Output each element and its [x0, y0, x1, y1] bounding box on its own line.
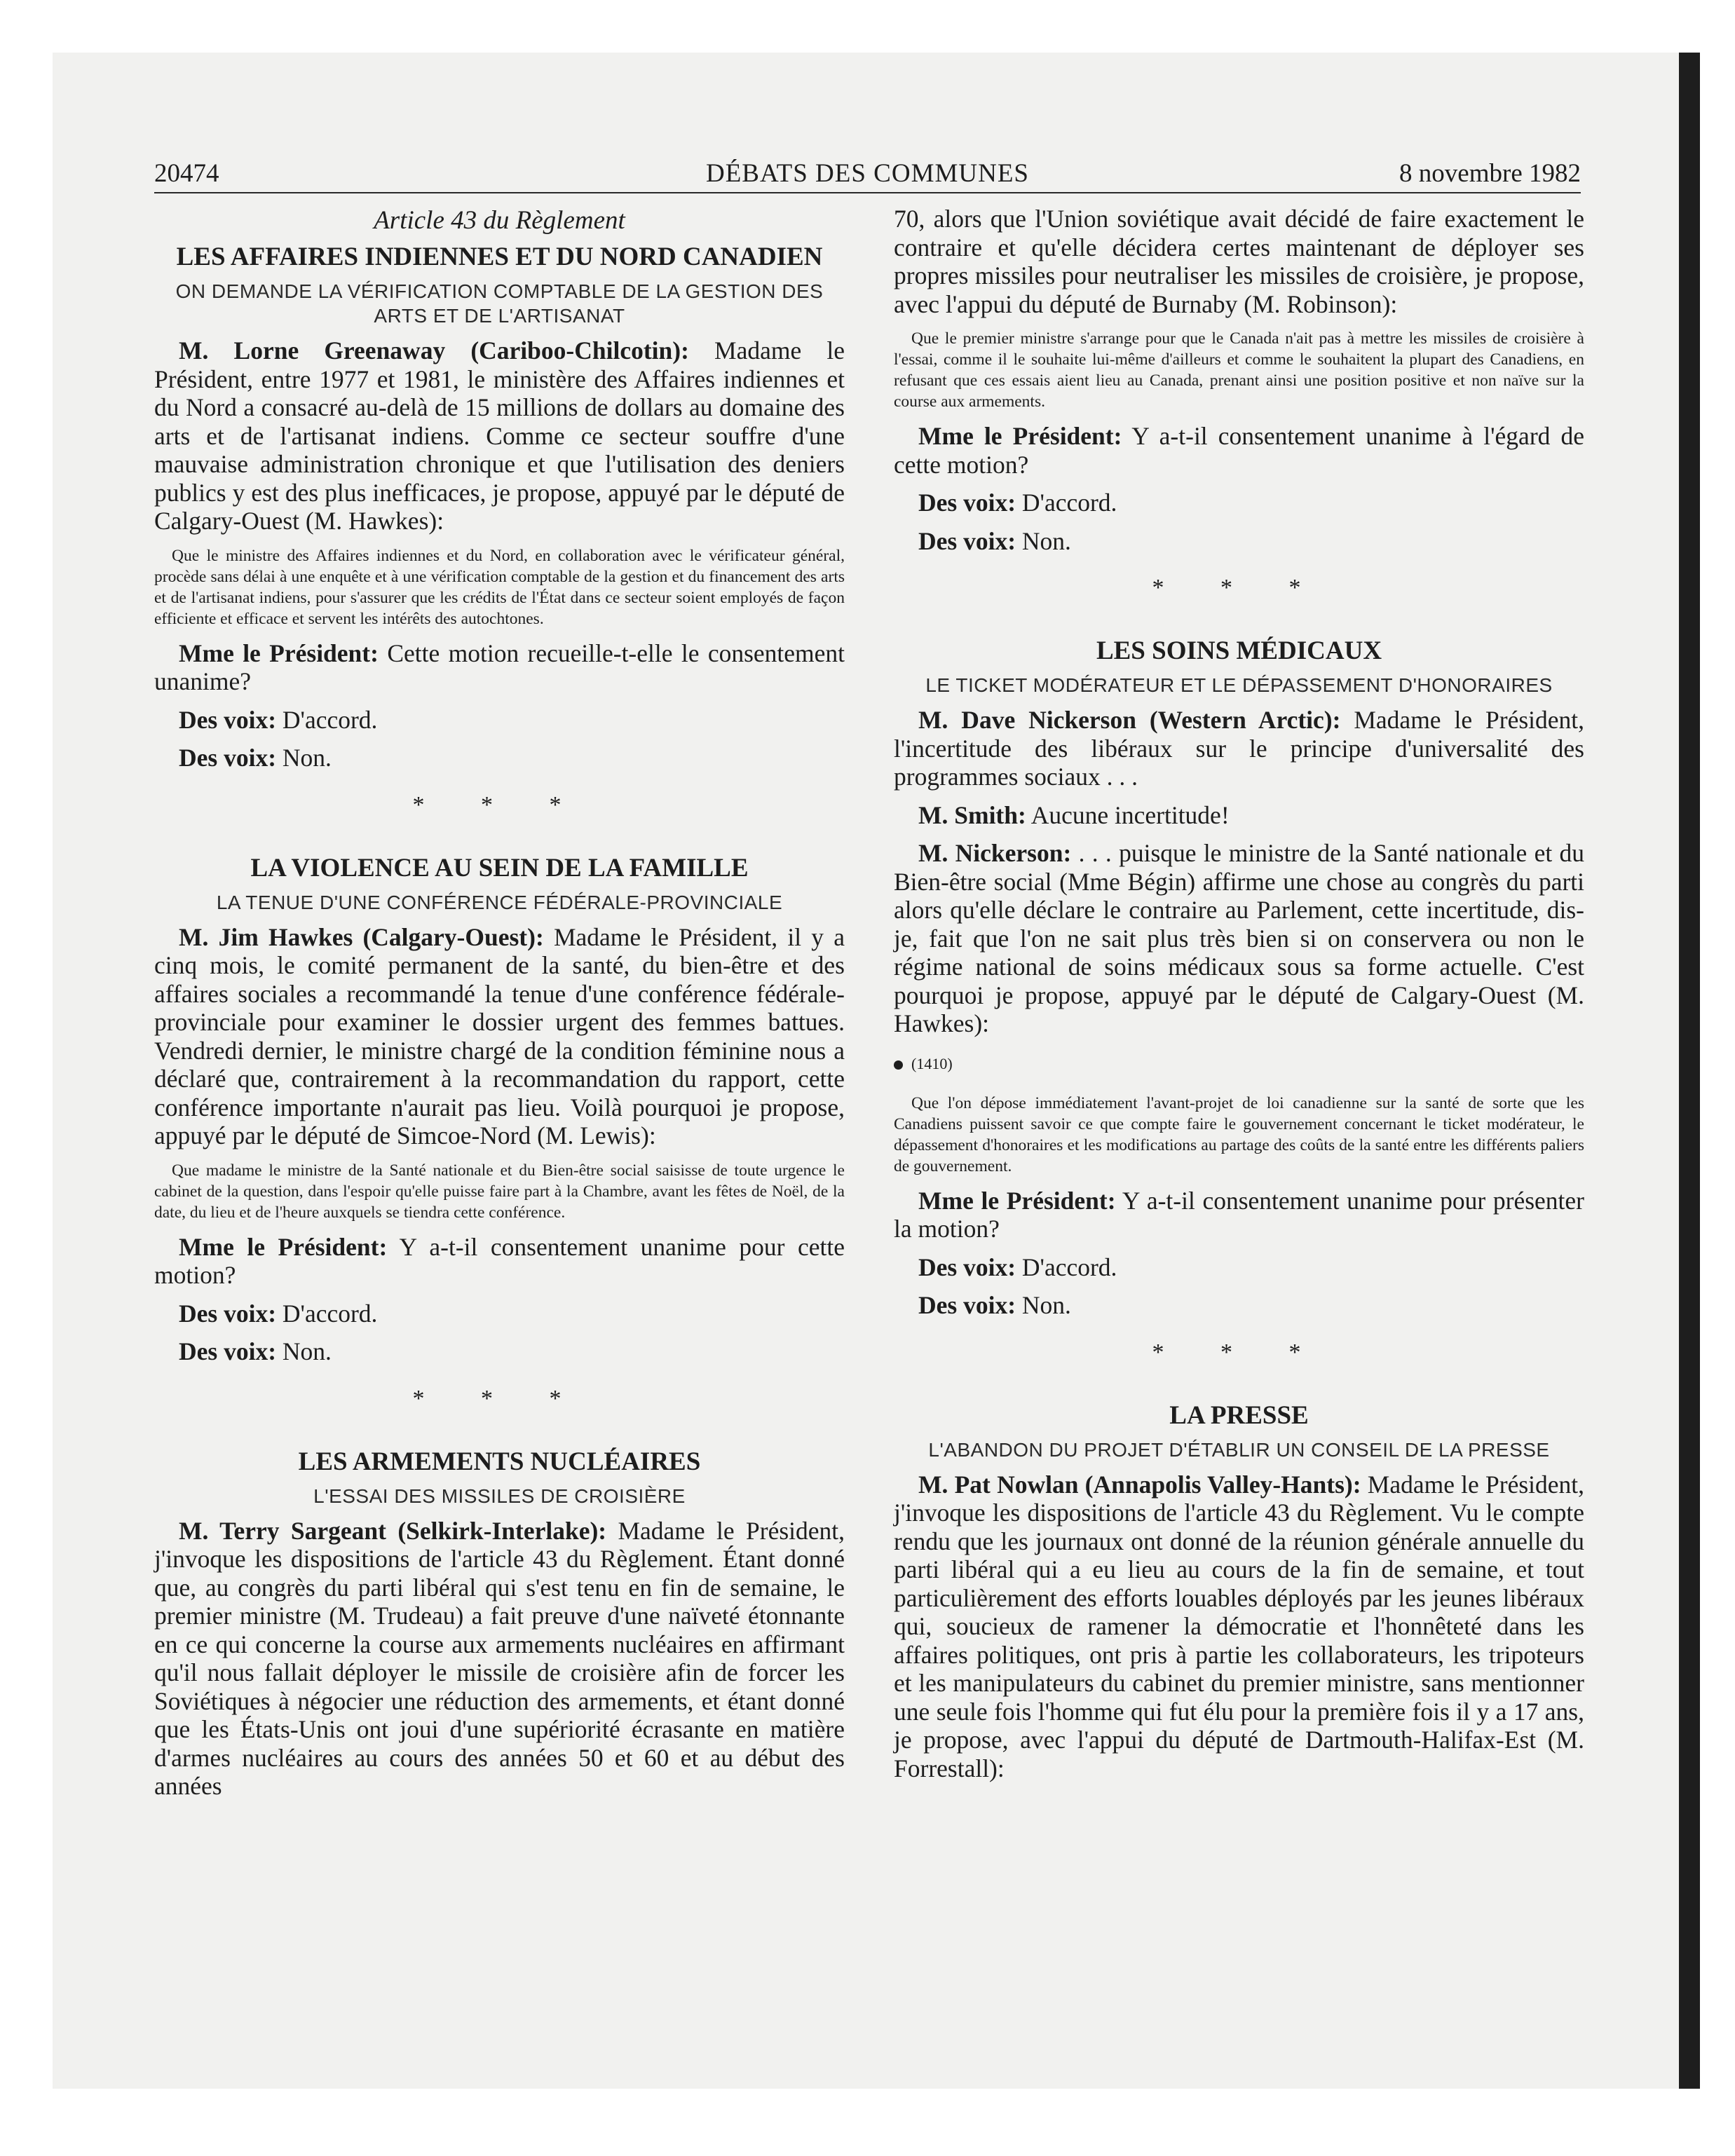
speech-text: Madame le Président, l'incertitude des libéraux sur le principe d'universalité des programmes sociaux . . . — [894, 706, 1585, 791]
motion-text: Que le ministre des Affaires indiennes et du Nord, en collaboration avec le vérificateur général, procède sans délai à une enquête et à une vérification comptable de la gestion et du financement des arts et de l'artisanat indiens, pour s'assurer que les crédits de l'État dans ce secteur soient employés de façon efficiente et efficace et servent les intérêts des autochtones. — [154, 546, 845, 628]
speech-paragraph — [894, 1291, 1584, 1320]
section-separator: * * * — [1152, 575, 1326, 601]
hansard-page — [154, 0, 1585, 2156]
speech-paragraph — [894, 801, 1584, 830]
speaker-name: Des voix: — [179, 1337, 277, 1365]
speaker-name: Des voix: — [179, 705, 277, 734]
speech-text: Non. — [282, 1337, 332, 1365]
speech-text: Non. — [1021, 526, 1071, 555]
speech-paragraph — [894, 422, 1584, 479]
speech-paragraph — [154, 1233, 845, 1290]
speaker-name: Des voix: — [179, 1299, 277, 1328]
publication-date: 8 novembre 1982 — [1399, 159, 1581, 188]
speech-text: Madame le Président, il y a cinq mois, le comité permanent de la santé, du bien-être et des affaires sociales a recommandé la tenue d'une conférence fédérale-provinciale pour examiner le dossier urgent des femmes battues. Vendredi dernier, le ministre chargé de la condition féminine nous a déclaré que, contrairement à la recommandation du rapport, cette conférence importante n'aurait pas lieu. Voilà pourquoi je propose, appuyé par le député de Simcoe-Nord (M. Lewis): — [154, 922, 845, 1149]
time-stamp — [894, 1053, 1584, 1074]
publication-title: DÉBATS DES COMMUNES — [705, 159, 1029, 188]
speaker-name: M. Smith: — [918, 800, 1026, 829]
section-title: LES SOINS MÉDICAUX — [1096, 636, 1382, 665]
speech-paragraph — [154, 639, 845, 696]
speech-paragraph — [894, 706, 1584, 791]
speech-text: Non. — [1021, 1291, 1071, 1319]
speech-text: D'accord. — [1021, 489, 1117, 517]
speech-text: Y a-t-il consentement unanime pour présenter la motion? — [894, 1186, 1584, 1243]
speech-text: Aucune incertitude! — [1030, 800, 1230, 829]
motion-text: Que le premier ministre s'arrange pour que le Canada n'ait pas à mettre les missiles de croisière à l'essai, comme il le souhaite lui-même d'ailleurs et comme le souhaitent la plupart des Canadiens, en refusant que ces essais aient lieu au Canada, prenant ainsi une position positive et non naïve sur la course aux armements. — [894, 329, 1584, 411]
page-number: 20474 — [154, 159, 219, 188]
speaker-name: Des voix: — [918, 526, 1016, 555]
speech-text: Cette motion recueille-t-elle le consentement unanime? — [154, 639, 845, 695]
section-subtitle: LE TICKET MODÉRATEUR ET LE DÉPASSEMENT D'HONORAIRES — [925, 674, 1553, 696]
speaker-name: M. Pat Nowlan (Annapolis Valley-Hants): — [918, 1470, 1361, 1499]
scan-edge-shadow — [1679, 53, 1700, 2089]
speech-text: Y a-t-il consentement unanime à l'égard de cette motion? — [894, 422, 1585, 479]
speech-text: Madame le Président, j'invoque les dispositions de l'article 43 du Règlement. Vu le compte rendu que les journaux ont donné de la réunion générale annuelle du parti libéral qui a eu lieu au cours de la fin de semaine, et tout particulièrement des efforts louables déployés par les jeunes libéraux qui, soucieux de ramener la démocratie et l'honnêteté dans les affaires politiques, ont pris à partie les collaborateurs, les tripoteurs et les manipulateurs du cabinet du premier ministre, sans mentionner une seule fois l'homme qui fut élu pour la première fois il y a 17 ans, je propose, avec l'appui du député de Dartmouth-Halifax-Est (M. Forrestall): — [894, 1470, 1585, 1782]
speech-paragraph — [154, 706, 845, 735]
speech-text: Non. — [282, 744, 332, 772]
section-subtitle: L'ABANDON DU PROJET D'ÉTABLIR UN CONSEIL DE LA PRESSE — [928, 1438, 1550, 1461]
speech-text: Madame le Président, j'invoque les dispositions de l'article 43 du Règlement. Étant donné que, au congrès du parti libéral qui s'est tenu en fin de semaine, le premier ministre (M. Trudeau) a fait preuve d'une naïveté étonnante en ce qui concerne la course aux armements nucléaires en affirmant qu'il nous fallait déployer le missile de croisière afin de forcer les Soviétiques à négocier une réduction des armements, et étant donné que les États-Unis ont joui d'une supériorité écrasante en matière d'armes nucléaires au cours des années 50 et 60 et au début des années — [154, 1516, 845, 1800]
speech-paragraph — [894, 839, 1584, 1038]
section-title: LES AFFAIRES INDIENNES ET DU NORD CANADIEN — [176, 243, 823, 271]
speech-paragraph — [154, 1517, 845, 1801]
speaker-name: Des voix: — [918, 1253, 1016, 1281]
speaker-name: Mme le Président: — [179, 1232, 388, 1261]
speech-text: . . . puisque le ministre de la Santé nationale et du Bien-être social (Mme Bégin) affirme une chose au congrès du parti alors qu'elle déclare le contraire au Parlement, cette incertitude, dis-je, fait que l'on ne sait plus très bien si on conservera ou non le régime national de soins médicaux sous sa forme actuelle. C'est pourquoi je propose, appuyé par le député de Calgary-Ouest (M. Hawkes): — [894, 839, 1585, 1037]
rule-reference: Article 43 du Règlement — [374, 206, 625, 235]
section-separator: * * * — [412, 1385, 587, 1412]
left-column — [154, 205, 845, 1810]
motion-text: Que madame le ministre de la Santé nationale et du Bien-être social saisisse de toute urgence le cabinet de la question, dans l'espoir qu'elle puisse faire part à la Chambre, avant les fêtes de Noël, de la date, du lieu et de l'heure auxquels se tiendra cette conférence. — [154, 1161, 845, 1222]
speaker-name: M. Dave Nickerson (Western Arctic): — [918, 706, 1341, 734]
speech-paragraph — [154, 336, 845, 535]
section-subtitle: LA TENUE D'UNE CONFÉRENCE FÉDÉRALE-PROVINCIALE — [216, 891, 783, 913]
speech-paragraph — [894, 527, 1584, 556]
speech-paragraph — [894, 1187, 1584, 1243]
speech-paragraph — [154, 1337, 845, 1366]
speaker-name: Mme le Président: — [918, 422, 1122, 450]
section-subtitle: L'ESSAI DES MISSILES DE CROISIÈRE — [313, 1485, 686, 1507]
speaker-name: Des voix: — [179, 744, 277, 772]
section-separator: * * * — [412, 791, 587, 818]
speaker-name: Mme le Président: — [918, 1186, 1116, 1215]
bullet-dot-icon — [894, 1060, 903, 1070]
speech-text: D'accord. — [282, 705, 378, 734]
motion-text: Que l'on dépose immédiatement l'avant-projet de loi canadienne sur la santé de sorte que les Canadiens puissent savoir ce que compte faire le gouvernement concernant le ticket modérateur, le dépassement d'honoraires et les modifications au partage des coûts de la santé entre les différents paliers de gouvernement. — [894, 1093, 1584, 1175]
speaker-name: M. Jim Hawkes (Calgary-Ouest): — [179, 922, 544, 951]
speech-continuation: 70, alors que l'Union soviétique avait décidé de faire exactement le contraire et qu'elle décidera certes maintenant de déployer ses propres missiles pour neutraliser les missiles de croisière, je propose, avec l'appui du député de Burnaby (M. Robinson): — [894, 205, 1584, 318]
speech-text: D'accord. — [282, 1299, 378, 1328]
section-title: LES ARMEMENTS NUCLÉAIRES — [298, 1447, 701, 1476]
speaker-name: Des voix: — [918, 1291, 1016, 1319]
section-title: LA VIOLENCE AU SEIN DE LA FAMILLE — [250, 853, 749, 882]
section-separator: * * * — [1152, 1339, 1326, 1365]
speech-paragraph — [154, 1299, 845, 1328]
right-column — [894, 205, 1584, 1792]
speech-text: Madame le Président, entre 1977 et 1981, le ministère des Affaires indiennes et du Nord a consacré au-delà de 15 millions de dollars au domaine des arts et de l'artisanat indiens. Comme ce secteur souffre d'une mauvaise administration chronique et que l'utilisation des deniers publics y est des plus inefficaces, je propose, appuyé par le député de Calgary-Ouest (M. Hawkes): — [154, 336, 845, 535]
speaker-name: Mme le Président: — [179, 639, 379, 667]
speaker-name: M. Lorne Greenaway (Cariboo-Chilcotin): — [179, 336, 689, 364]
page-header — [154, 156, 1581, 193]
speaker-name: Des voix: — [918, 489, 1016, 517]
speech-text: Y a-t-il consentement unanime pour cette motion? — [154, 1232, 845, 1289]
section-title: LA PRESSE — [1169, 1400, 1309, 1430]
speech-paragraph — [894, 489, 1584, 517]
speaker-name: M. Nickerson: — [918, 839, 1072, 867]
speech-paragraph — [894, 1253, 1584, 1282]
speech-paragraph — [154, 923, 845, 1150]
speech-paragraph — [154, 744, 845, 772]
time-stamp-text: (1410) — [911, 1054, 953, 1072]
speech-text: D'accord. — [1021, 1253, 1117, 1281]
section-subtitle: ON DEMANDE LA VÉRIFICATION COMPTABLE DE LA GESTION DES ARTS ET DE L'ARTISANAT — [175, 280, 824, 327]
speech-paragraph — [894, 1471, 1584, 1783]
speaker-name: M. Terry Sargeant (Selkirk-Interlake): — [179, 1516, 607, 1545]
